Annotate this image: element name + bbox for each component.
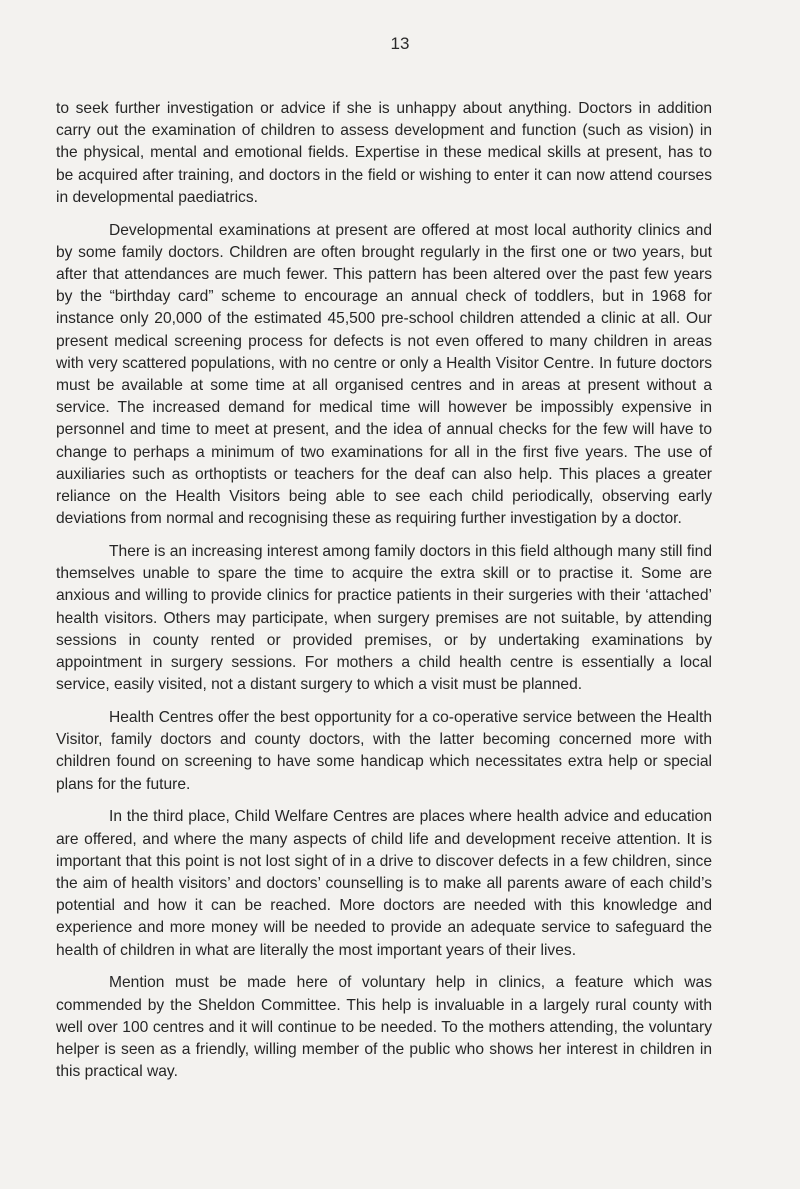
paragraph-family-doctors: There is an increasing interest among family doctors in this field although many still find themselves unable to spare the time to acquire the extra skill or to practise it. Some are anxious and willing to provide clinics for practice patients in their surgeries with their ‘attached’ health visitors. Others may participate, when surgery premises are not suitable, by attending sessions in county rented or provided premises, or by undertaking examinations by appointment in surgery sessions. For mothers a child health centre is essentially a local service, easily visited, not a distant surgery to which a visit must be planned.	[56, 543, 712, 694]
paragraph-health-centres: Health Centres offer the best opportunity for a co-operative service between the Health Visitor, family doctors and county doctors, with the latter becoming concerned more with children found on screening to have some handicap which necessitates extra help or special plans for the future.	[56, 709, 712, 793]
paragraph-voluntary-help: Mention must be made here of voluntary help in clinics, a feature which was commended by the Sheldon Committee. This help is invaluable in a largely rural county with well over 100 centres and it will continue to be needed. To the mothers attending, the voluntary helper is seen as a friendly, willing member of the public who shows her interest in children in this practical way.	[56, 974, 712, 1081]
body-text	[56, 98, 712, 1094]
paragraph-developmental-examinations: Developmental examinations at present are offered at most local authority clinics and by some family doctors. Children are often brought regularly in the first one or two years, but after that attendances are much fewer. This pattern has been altered over the past few years by the “birthday card” scheme to encourage an annual check of toddlers, but in 1968 for instance only 20,000 of the estimated 45,500 pre-school children attended a clinic at all. Our present medical screening process for defects is not even offered to many children in areas with very scattered populations, with no centre or only a Health Visitor Centre. In future doctors must be available at some time at all organised centres and in areas at present without a service. The increased demand for medical time will however be impossibly expensive in personnel and time to meet at present, and the idea of annual checks for the few will have to change to perhaps a minimum of two examinations for all in the first five years. The use of auxiliaries such as orthoptists or teachers for the deaf can also help. This places a greater reliance on the Health Visitors being able to see each child periodically, observing early deviations from normal and recognising these as requiring further investigation by a doctor.	[56, 221, 712, 528]
page-number: 13	[390, 34, 410, 53]
paragraph-child-welfare-centres: In the third place, Child Welfare Centres are places where health advice and education are offered, and where the many aspects of child life and development receive attention. It is important that this point is not lost sight of in a drive to discover defects in a few children, since the aim of health visitors’ and doctors’ counselling is to make all parents aware of each child’s potential and how it can be reached. More doctors are needed with this knowledge and experience and more money will be needed to provide an adequate service to safeguard the health of children in what are literally the most important years of their lives.	[56, 808, 712, 959]
paragraph-continuation: to seek further investigation or advice if she is unhappy about anything. Doctors in addition carry out the examination of children to assess development and function (such as vision) in the physical, mental and emotional fields. Expertise in these medical skills at present, has to be acquired after training, and doctors in the field or wishing to enter it can now attend courses in developmental paediatrics.	[56, 100, 712, 206]
